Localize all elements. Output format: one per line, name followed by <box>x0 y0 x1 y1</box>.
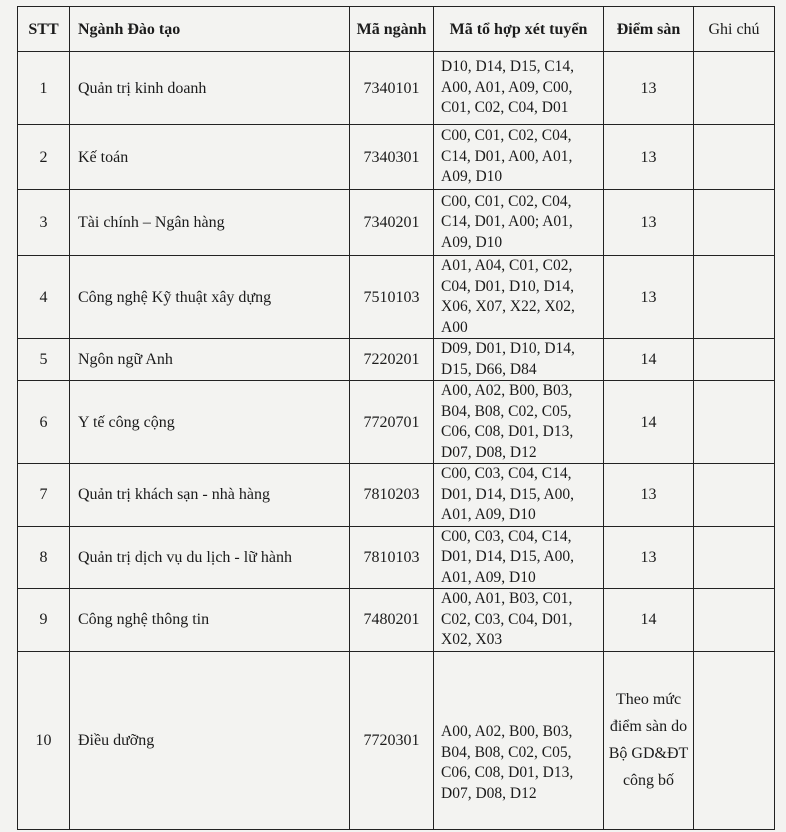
combo-cell: A00, A02, B00, B03, B04, B08, C02, C05, C06, C08, D01, D13, D07, D08, D12 <box>434 651 604 829</box>
combo-cell: A00, A02, B00, B03, B04, B08, C02, C05, C06, C08, D01, D13, D07, D08, D12 <box>434 381 604 464</box>
major-cell: Quản trị kinh doanh <box>70 52 350 125</box>
stt-cell: 10 <box>18 651 70 829</box>
score-cell: Theo mức điểm sàn do Bộ GD&ĐT công bố <box>604 651 694 829</box>
note-cell <box>694 339 775 381</box>
table-row <box>18 125 775 190</box>
header-stt: STT <box>18 7 70 52</box>
stt-cell: 7 <box>18 464 70 527</box>
stt-cell: 5 <box>18 339 70 381</box>
code-cell: 7810103 <box>350 526 434 589</box>
code-cell: 7340301 <box>350 125 434 190</box>
code-cell: 7340101 <box>350 52 434 125</box>
header-score: Điểm sàn <box>604 7 694 52</box>
combo-cell: C00, C03, C04, C14, D01, D14, D15, A00, A01, A09, D10 <box>434 526 604 589</box>
combo-cell: D10, D14, D15, C14, A00, A01, A09, C00, C01, C02, C04, D01 <box>434 52 604 125</box>
note-cell <box>694 464 775 527</box>
stt-cell: 4 <box>18 256 70 339</box>
note-cell <box>694 381 775 464</box>
code-cell: 7220201 <box>350 339 434 381</box>
note-cell <box>694 256 775 339</box>
note-cell <box>694 651 775 829</box>
score-cell: 13 <box>604 52 694 125</box>
admission-score-table <box>17 6 775 830</box>
score-cell: 13 <box>604 125 694 190</box>
major-cell: Tài chính – Ngân hàng <box>70 190 350 256</box>
combo-cell: C00, C01, C02, C04, C14, D01, A00, A01, A09, D10 <box>434 125 604 190</box>
stt-cell: 3 <box>18 190 70 256</box>
code-cell: 7720701 <box>350 381 434 464</box>
stt-cell: 6 <box>18 381 70 464</box>
table-row <box>18 381 775 464</box>
code-cell: 7810203 <box>350 464 434 527</box>
score-cell: 13 <box>604 190 694 256</box>
header-combos: Mã tổ hợp xét tuyển <box>434 7 604 52</box>
combo-cell: D09, D01, D10, D14, D15, D66, D84 <box>434 339 604 381</box>
major-cell: Kế toán <box>70 125 350 190</box>
table-row <box>18 190 775 256</box>
score-cell: 13 <box>604 464 694 527</box>
major-cell: Quản trị khách sạn - nhà hàng <box>70 464 350 527</box>
major-cell: Y tế công cộng <box>70 381 350 464</box>
major-cell: Công nghệ thông tin <box>70 589 350 652</box>
note-cell <box>694 589 775 652</box>
stt-cell: 9 <box>18 589 70 652</box>
code-cell: 7510103 <box>350 256 434 339</box>
combo-cell: A01, A04, C01, C02, C04, D01, D10, D14, X06, X07, X22, X02, A00 <box>434 256 604 339</box>
score-cell: 14 <box>604 339 694 381</box>
table-row <box>18 651 775 829</box>
code-cell: 7340201 <box>350 190 434 256</box>
stt-cell: 1 <box>18 52 70 125</box>
major-cell: Ngôn ngữ Anh <box>70 339 350 381</box>
major-cell: Điều dưỡng <box>70 651 350 829</box>
table-row <box>18 526 775 589</box>
major-cell: Quản trị dịch vụ du lịch - lữ hành <box>70 526 350 589</box>
combo-cell: C00, C03, C04, C14, D01, D14, D15, A00, A01, A09, D10 <box>434 464 604 527</box>
table-row <box>18 589 775 652</box>
major-cell: Công nghệ Kỹ thuật xây dựng <box>70 256 350 339</box>
table-row <box>18 464 775 527</box>
table-row <box>18 52 775 125</box>
table-row <box>18 256 775 339</box>
code-cell: 7720301 <box>350 651 434 829</box>
note-cell <box>694 190 775 256</box>
note-cell <box>694 52 775 125</box>
header-row <box>18 7 775 52</box>
score-cell: 14 <box>604 381 694 464</box>
score-cell: 14 <box>604 589 694 652</box>
table-row <box>18 339 775 381</box>
note-cell <box>694 526 775 589</box>
stt-cell: 2 <box>18 125 70 190</box>
header-major: Ngành Đào tạo <box>70 7 350 52</box>
score-cell: 13 <box>604 526 694 589</box>
header-code: Mã ngành <box>350 7 434 52</box>
code-cell: 7480201 <box>350 589 434 652</box>
stt-cell: 8 <box>18 526 70 589</box>
combo-cell: C00, C01, C02, C04, C14, D01, A00; A01, A09, D10 <box>434 190 604 256</box>
note-cell <box>694 125 775 190</box>
score-cell: 13 <box>604 256 694 339</box>
combo-cell: A00, A01, B03, C01, C02, C03, C04, D01, X02, X03 <box>434 589 604 652</box>
header-note: Ghi chú <box>694 7 775 52</box>
